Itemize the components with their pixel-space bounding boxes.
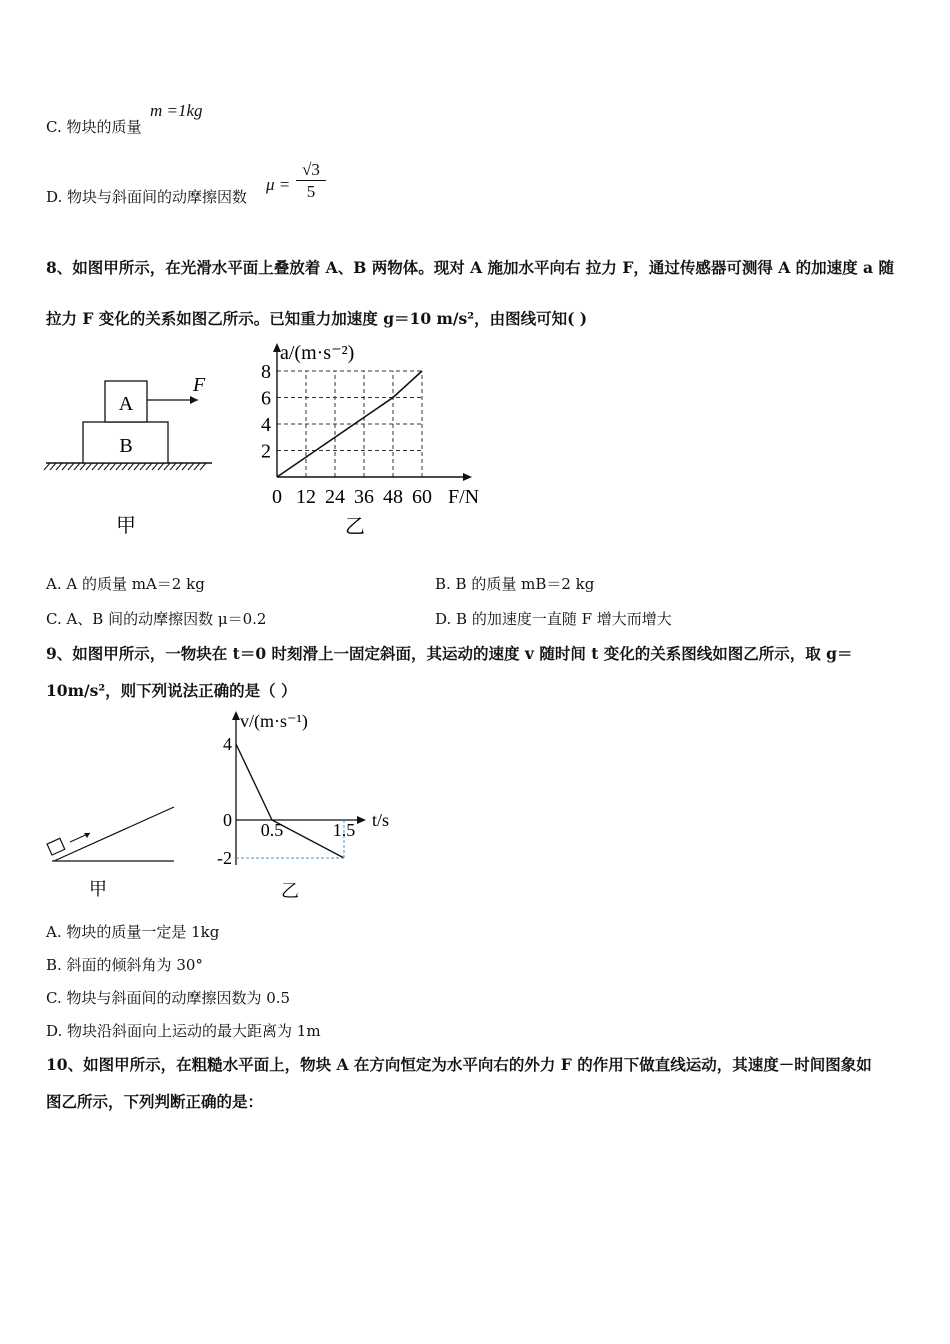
chart8-ytick-label: 8: [261, 361, 271, 383]
option-c-prev: [46, 116, 141, 137]
block-b-label: B: [119, 435, 133, 457]
ground-hatch: [86, 463, 92, 470]
force-label: F: [193, 374, 206, 396]
chart8-xtick-label: 24: [325, 486, 345, 508]
q9-figure-jia: [40, 795, 190, 905]
chart8-xtick-label: 0: [272, 486, 282, 508]
ground-hatch: [194, 463, 200, 470]
ground-hatch: [104, 463, 110, 470]
q9-option-c: C. 物块与斜面间的动摩擦因数为 0.5: [46, 989, 291, 1007]
chart8-x-arrow: [463, 473, 472, 481]
q9-option-a: A. 物块的质量一定是 1kg: [46, 923, 220, 941]
ground-hatch: [146, 463, 152, 470]
q9-option-d: D. 物块沿斜面向上运动的最大距离为 1m: [46, 1022, 321, 1040]
chart8-ytick-label: 4: [261, 414, 271, 436]
chart9-ylabel: v/(m·s⁻¹): [240, 711, 308, 731]
jia-caption: 甲: [116, 515, 136, 537]
q8-line2: 拉力 F 变化的关系如图乙所示。已知重力加速度 g＝10 m/s²，由图线可知( ): [46, 309, 588, 328]
ground-hatch: [158, 463, 164, 470]
q8-option-d: D. B 的加速度一直随 F 增大而增大: [435, 610, 672, 628]
chart9-y-arrow: [232, 711, 240, 720]
fraction-denominator: 5: [306, 182, 316, 201]
ground-hatch: [200, 463, 206, 470]
chart9-ytick-label: -2: [217, 848, 232, 868]
option-d-text: D. 物块与斜面间的动摩擦因数: [46, 188, 248, 206]
chart9-xtick-label: 0.5: [260, 820, 284, 840]
chart9-caption: 乙: [281, 881, 299, 901]
ground-hatch: [68, 463, 74, 470]
q8-option-c: C. A、B 间的动摩擦因数 μ＝0.2: [46, 610, 267, 628]
option-d-prev: [46, 186, 247, 207]
q9-chart-yi: [210, 705, 410, 905]
incline-line: [54, 807, 174, 861]
force-arrow-head: [190, 396, 198, 404]
ground-hatch: [50, 463, 56, 470]
q9-jia-caption: 甲: [89, 879, 107, 899]
chart9-xlabel: t/s: [372, 810, 390, 830]
q10-line2: 图乙所示，下列判断正确的是：: [46, 1092, 264, 1111]
chart8-ylabel: a/(m·s⁻²): [280, 342, 355, 364]
q8-figure-jia: [40, 365, 220, 545]
option-c-text: C. 物块的质量: [46, 118, 142, 136]
ground-hatch: [92, 463, 98, 470]
q8-option-b: B. B 的质量 mB＝2 kg: [435, 575, 595, 593]
ground-hatch: [128, 463, 134, 470]
q8-line1: 8、如图甲所示，在光滑水平面上叠放着 A、B 两物体。现对 A 施加水平向右 拉力 F，通过传感器可测得 A 的加速度 a 随: [46, 258, 894, 277]
ground-hatch: [62, 463, 68, 470]
ground-hatch: [152, 463, 158, 470]
ground-hatch: [140, 463, 146, 470]
ground-hatch: [44, 463, 50, 470]
chart8-xtick-label: 60: [412, 486, 432, 508]
chart8-xtick-label: 48: [383, 486, 403, 508]
ground-hatch: [110, 463, 116, 470]
chart8-ytick-label: 2: [261, 440, 271, 463]
ground-hatch: [80, 463, 86, 470]
small-block: [47, 838, 65, 855]
fraction-numerator: √3: [296, 160, 326, 181]
chart9-ytick-label: 0: [223, 810, 232, 830]
chart9-x-arrow: [357, 816, 366, 824]
q9-line1: 9、如图甲所示，一物块在 t＝0 时刻滑上一固定斜面，其运动的速度 v 随时间 t 变化的关系图线如图乙所示，取 g＝: [46, 644, 853, 663]
ground-hatch: [122, 463, 128, 470]
ground-hatch: [74, 463, 80, 470]
ground-hatch: [56, 463, 62, 470]
q8-chart-yi: [250, 335, 500, 550]
q9-option-b: B. 斜面的倾斜角为 30°: [46, 956, 203, 974]
mu-symbol: μ =: [266, 175, 291, 194]
q9-line2: 10m/s²，则下列说法正确的是（ ）: [46, 681, 297, 700]
mu-fraction: [296, 160, 326, 203]
ground-hatch: [98, 463, 104, 470]
chart8-xlabel: F/N: [448, 486, 480, 508]
ground-hatch: [188, 463, 194, 470]
mass-formula: m =1kg: [150, 101, 203, 120]
chart8-ytick-label: 6: [261, 387, 271, 410]
chart9-ytick-label: 4: [223, 734, 232, 754]
chart9-xtick-label: 1.5: [332, 820, 356, 840]
ground-hatch: [134, 463, 140, 470]
ground-hatch: [182, 463, 188, 470]
chart8-caption: 乙: [345, 516, 365, 538]
ground-hatch: [164, 463, 170, 470]
block-a-label: A: [118, 393, 134, 415]
q10-line1: 10、如图甲所示，在粗糙水平面上，物块 A 在方向恒定为水平向右的外力 F 的作用下做直线运动，其速度－时间图象如: [46, 1055, 872, 1074]
ground-hatch: [176, 463, 182, 470]
q8-option-a: A. A 的质量 mA＝2 kg: [46, 575, 205, 593]
chart8-xtick-label: 36: [354, 486, 374, 508]
ground-hatch: [170, 463, 176, 470]
chart8-xtick-label: 12: [296, 486, 316, 508]
chart9-data-line: [236, 744, 344, 858]
ground-hatch: [116, 463, 122, 470]
